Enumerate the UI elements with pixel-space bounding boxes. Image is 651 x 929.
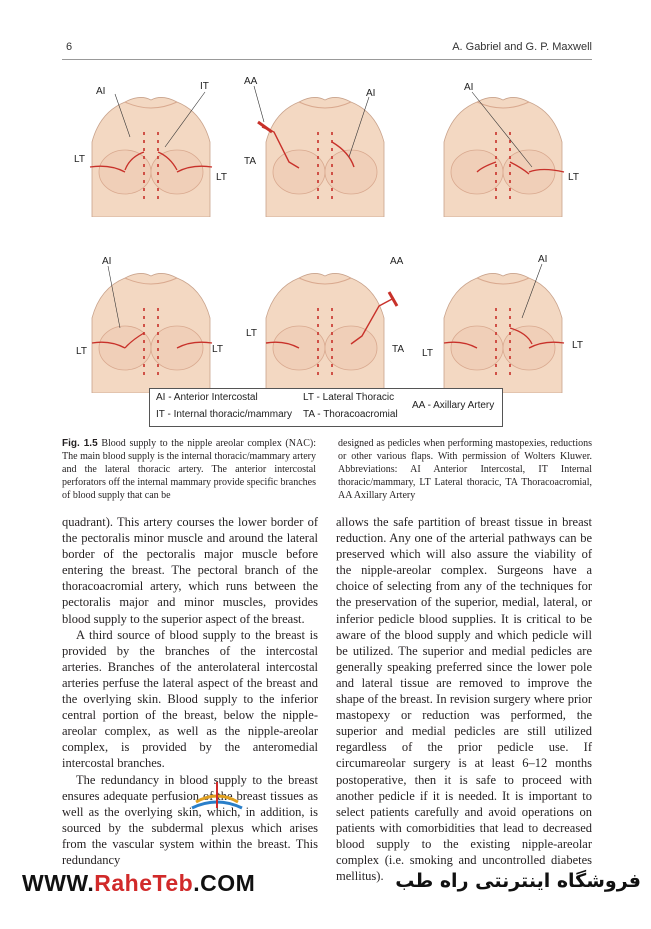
torso-illustration-2	[244, 72, 406, 217]
label-ta: TA	[392, 344, 405, 355]
running-head-authors: A. Gabriel and G. P. Maxwell	[452, 41, 592, 53]
label-aa: AA	[390, 256, 404, 267]
label-lt: LT	[422, 348, 433, 359]
label-aa: AA	[244, 76, 258, 87]
label-ai: AI	[366, 88, 376, 99]
torso-illustration-3	[422, 72, 584, 217]
watermark-url	[22, 870, 255, 897]
label-lt: LT	[246, 328, 257, 339]
paragraph: A third source of blood supply to the breast is provided by the branches of the intercostal arteries. Branches of the anterolateral intercostal arteries perfuse the lateral aspect of the breast and the overlying skin. Blood supply to the inferior central portion of the breast, below the nipple-areolar complex, as well as the nipple-areolar complex, is provided by the anteromedial intercostal branches.	[62, 627, 318, 771]
paragraph: allows the safe partition of breast tissue in breast reduction. Any one of the arterial pathways can be preserved which will also assure the viability of the nipple-areolar complex. Surgeons have a choice of selecting from any of the techniques for the preservation of the superior, medial, lateral, or inferior pedicle blood supplies. It is critical to be aware of the blood supply and which pedicle will be utilized. The superior and medial pedicles are generally speaking preferred since the lower pole and lateral tissue are removed to improve the shape of the breast. In revision surgery where prior mastopexy or reduction was performed, the superior and medial pedicles are still utilized regardless of the prior pedicle use. If circumareolar surgery is at least 6–12 months postoperative, then it is safe to proceed with another pedicle if it is needed. It is important to select patients carefully and avoid operations on patients with comorbidities that lead to decreased blood supply to the existing nipple-areolar complex (i.e. smoking and uncontrolled diabetes mellitus).	[336, 515, 592, 884]
label-it: IT	[200, 81, 209, 92]
page-number: 6	[66, 41, 73, 53]
figure-label: Fig. 1.5	[62, 438, 98, 449]
watermark-banner	[0, 860, 651, 929]
watermark-url-suffix: .COM	[193, 870, 256, 896]
legend-it: IT - Internal thoracic/mammary	[156, 409, 292, 420]
illustration-panel-3	[422, 72, 584, 217]
label-ta: TA	[244, 156, 257, 167]
label-lt: LT	[572, 340, 583, 351]
illustration-panel-1	[70, 72, 232, 217]
label-lt: LT	[74, 154, 85, 165]
axillary-artery-stump	[258, 122, 272, 132]
caption-left-column	[62, 438, 316, 503]
label-ai: AI	[538, 254, 548, 265]
book-logo-icon	[188, 778, 246, 812]
legend-lt: LT - Lateral Thoracic	[303, 392, 395, 403]
paragraph: quadrant). This artery courses the lower border of the pectoralis minor muscle and around the lateral border of the pectoralis major muscle before entering the breast. The pectoral branch of the thoracoacromial artery, which runs between the pectoralis major and minor muscles, provides blood supply to the superior aspect of the breast.	[62, 515, 318, 626]
label-ai: AI	[464, 82, 474, 93]
illustration-panel-6	[422, 248, 584, 393]
legend-aa: AA - Axillary Artery	[412, 400, 495, 411]
illustration-panel-4	[70, 248, 232, 393]
header-rule	[62, 59, 592, 60]
label-lt: LT	[212, 344, 223, 355]
label-ai: AI	[96, 86, 106, 97]
label-lt: LT	[76, 346, 87, 357]
watermark-url-prefix: WWW.	[22, 870, 95, 896]
axillary-artery-stump	[389, 292, 397, 306]
legend-ta: TA - Thoracoacromial	[303, 409, 398, 420]
caption-right-column: designed as pedicles when performing mastopexies, reductions or other various flaps. With permission of Wolters Kluwer. Abbreviations: AI Anterior Intercostal, IT Internal thoracic/mammary, LT Lateral thoracic, TA Thoracoacromial, AA Axillary Artery	[338, 438, 592, 501]
torso-illustration-6	[422, 248, 584, 393]
label-lt: LT	[568, 172, 579, 183]
illustration-panel-5	[244, 248, 406, 393]
watermark-persian-text: فروشگاه اینترنتی راه طب	[395, 870, 641, 892]
figure-legend-box	[149, 388, 503, 427]
page-header	[62, 41, 592, 57]
caption-text-left: Blood supply to the nipple areolar complex (NAC): The main blood supply is the internal thoracic/mammary artery and the lateral thoracic artery. The anterior intercostal perforators off the internal mammary provide specific branches of blood supply that can be	[62, 438, 316, 501]
torso-illustration-4	[70, 248, 232, 393]
torso-illustration-1	[70, 72, 232, 217]
watermark-url-name: RaheTeb	[94, 870, 194, 896]
leader-line	[254, 86, 264, 122]
body-left-column	[62, 514, 318, 868]
paragraph: The redundancy in blood supply to the breast ensures adequate perfusion of the breast tissues as well as the overlying skin, which, in addition, is sourced by the subdermal plexus which arises from the vascular system within the breast. This redundancy	[62, 772, 318, 867]
torso-illustration-5	[244, 248, 406, 393]
label-ai: AI	[102, 256, 112, 267]
body-right-column	[336, 514, 592, 884]
legend-ai: AI - Anterior Intercostal	[156, 392, 258, 403]
illustration-panel-2	[244, 72, 406, 217]
label-lt: LT	[216, 172, 227, 183]
figure-1-5	[60, 72, 595, 432]
